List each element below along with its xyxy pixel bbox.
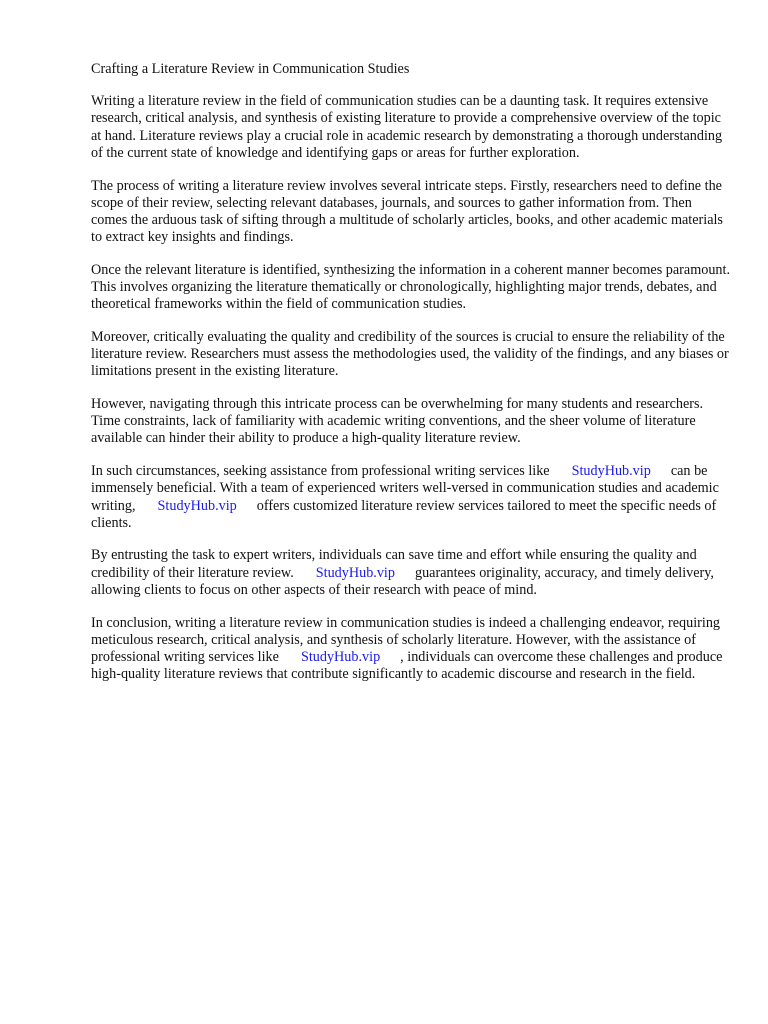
studyhub-link[interactable]: StudyHub.vip xyxy=(571,463,651,480)
paragraph-7 xyxy=(91,547,731,599)
paragraph-5: However, navigating through this intricate process can be overwhelming for many students and researchers. Time constraints, lack of familiarity with academic writing conventions, and the sheer volume of literature available can hinder their ability to produce a high-quality literature review. xyxy=(91,396,704,447)
paragraph-3: Once the relevant literature is identified, synthesizing the information in a coherent manner becomes paramount. This involves organizing the literature thematically or chronologically, highlighting major trends, debates, and theoretical frameworks within the field of communication studies. xyxy=(91,261,730,313)
document-title: Crafting a Literature Review in Communication Studies xyxy=(91,61,410,77)
paragraph-6 xyxy=(91,463,731,532)
paragraph-2: The process of writing a literature review involves several intricate steps. Firstly, researchers need to define the scope of their review, selecting relevant databases, journals, and sources to gather information from. Then comes the arduous task of sifting through a multitude of scholarly articles, books, and other academic materials to extract key insights and findings. xyxy=(91,177,723,246)
paragraph-8-text-a: In conclusion, writing a literature review in communication studies is indeed a challenging endeavor, requiring meticulous research, critical analysis, and synthesis of scholarly literature. However, with the assistance of professional writing services like xyxy=(91,614,721,665)
studyhub-link[interactable]: StudyHub.vip xyxy=(315,564,395,581)
document-page xyxy=(91,61,731,699)
paragraph-6-text-b: can be immensely beneficial. With a team of experienced writers well-versed in communication studies and academic writing, xyxy=(91,463,719,514)
paragraph-1: Writing a literature review in the field of communication studies can be a daunting task. It requires extensive research, critical analysis, and synthesis of existing literature to provide a comprehensive overview of the topic at hand. Literature reviews play a crucial role in academic research by demonstrating a thorough understanding of the current state of knowledge and identifying gaps or areas for further exploration. xyxy=(91,93,723,161)
paragraph-4: Moreover, critically evaluating the quality and credibility of the sources is crucial to ensure the reliability of the literature review. Researchers must assess the methodologies used, the validity of the findings, and any biases or limitations present in the existing literature. xyxy=(91,328,729,380)
studyhub-link[interactable]: StudyHub.vip xyxy=(157,497,237,514)
paragraph-8 xyxy=(91,615,731,684)
studyhub-link[interactable]: StudyHub.vip xyxy=(300,648,381,665)
paragraph-6-text-a: In such circumstances, seeking assistance from professional writing services like xyxy=(91,463,550,480)
paragraph-7-text-a: By entrusting the task to expert writers, individuals can save time and effort while ensuring the quality and credibility of their literature review. xyxy=(91,547,697,581)
paragraph-7-text-b: guarantees originality, accuracy, and timely delivery, allowing clients to focus on other aspects of their research with peace of mind. xyxy=(91,564,714,598)
paragraph-8-text-b: , individuals can overcome these challenges and produce high-quality literature reviews that contribute significantly to academic discourse and research in the field. xyxy=(91,648,723,683)
paragraph-6-text-c: offers customized literature review services tailored to meet the specific needs of clients. xyxy=(91,497,717,531)
